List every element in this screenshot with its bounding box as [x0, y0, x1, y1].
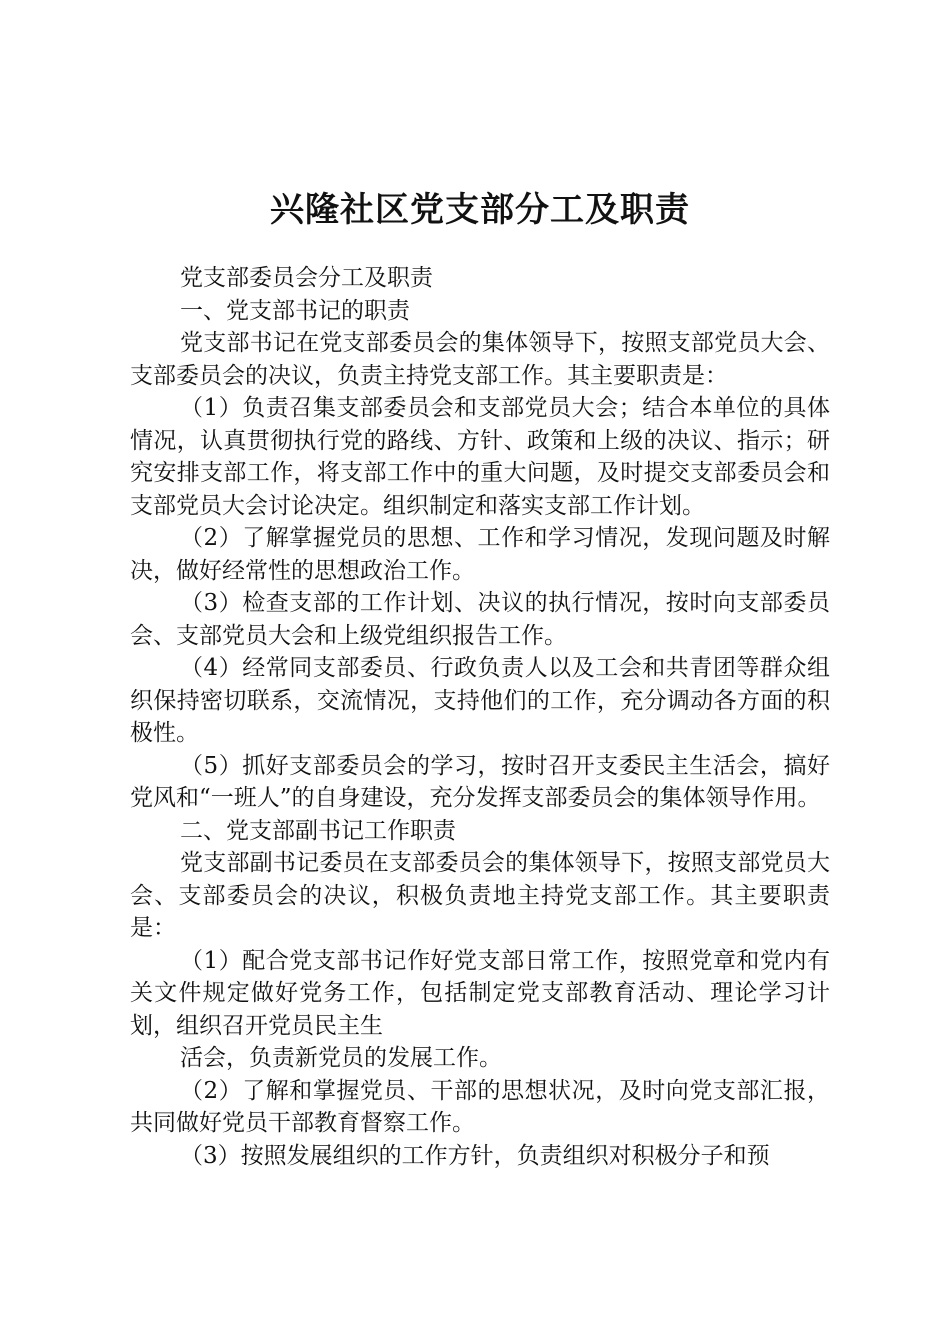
- body-paragraph: 党支部书记在党支部委员会的集体领导下，按照支部党员大会、支部委员会的决议，负责主持党支部工作。其主要职责是：: [130, 330, 830, 389]
- list-item: （2）了解和掌握党员、干部的思想状况，及时向党支部汇报，共同做好党员干部教育督察工作。: [130, 1077, 830, 1136]
- document-title: 兴隆社区党支部分工及职责: [270, 190, 690, 230]
- list-item: （3）检查支部的工作计划、决议的执行情况，按时向支部委员会、支部党员大会和上级党组织报告工作。: [130, 590, 830, 649]
- subsection-heading: 一、党支部书记的职责: [180, 297, 410, 324]
- list-item: （2）了解掌握党员的思想、工作和学习情况，发现问题及时解决，做好经常性的思想政治工作。: [130, 525, 830, 584]
- list-item: （1）配合党支部书记作好党支部日常工作，按照党章和党内有关文件规定做好党务工作，包括制定党支部教育活动、理论学习计划，组织召开党员民主生: [130, 947, 830, 1039]
- section-heading: 党支部委员会分工及职责: [180, 265, 433, 291]
- body-paragraph: 党支部副书记委员在支部委员会的集体领导下，按照支部党员大会、支部委员会的决议，积极负责地主持党支部工作。其主要职责是：: [130, 850, 830, 941]
- list-item: （3）按照发展组织的工作方针，负责组织对积极分子和预: [180, 1142, 770, 1169]
- list-item: （1）负责召集支部委员会和支部党员大会；结合本单位的具体情况，认真贯彻执行党的路线、方针、政策和上级的决议、指示；研究安排支部工作，将支部工作中的重大问题，及时提交支部委员会和支部党员大会讨论决定。组织制定和落实支部工作计划。: [130, 395, 830, 519]
- document-page: [130, 180, 830, 1172]
- list-item: （5）抓好支部委员会的学习，按时召开支委民主生活会，搞好党风和“一班人”的自身建设，充分发挥支部委员会的集体领导作用。: [130, 752, 830, 811]
- list-item: （4）经常同支部委员、行政负责人以及工会和共青团等群众组织保持密切联系，交流情况，支持他们的工作，充分调动各方面的积极性。: [130, 655, 830, 746]
- subsection-heading: 二、党支部副书记工作职责: [180, 817, 456, 844]
- list-item-continuation: 活会，负责新党员的发展工作。: [180, 1045, 502, 1071]
